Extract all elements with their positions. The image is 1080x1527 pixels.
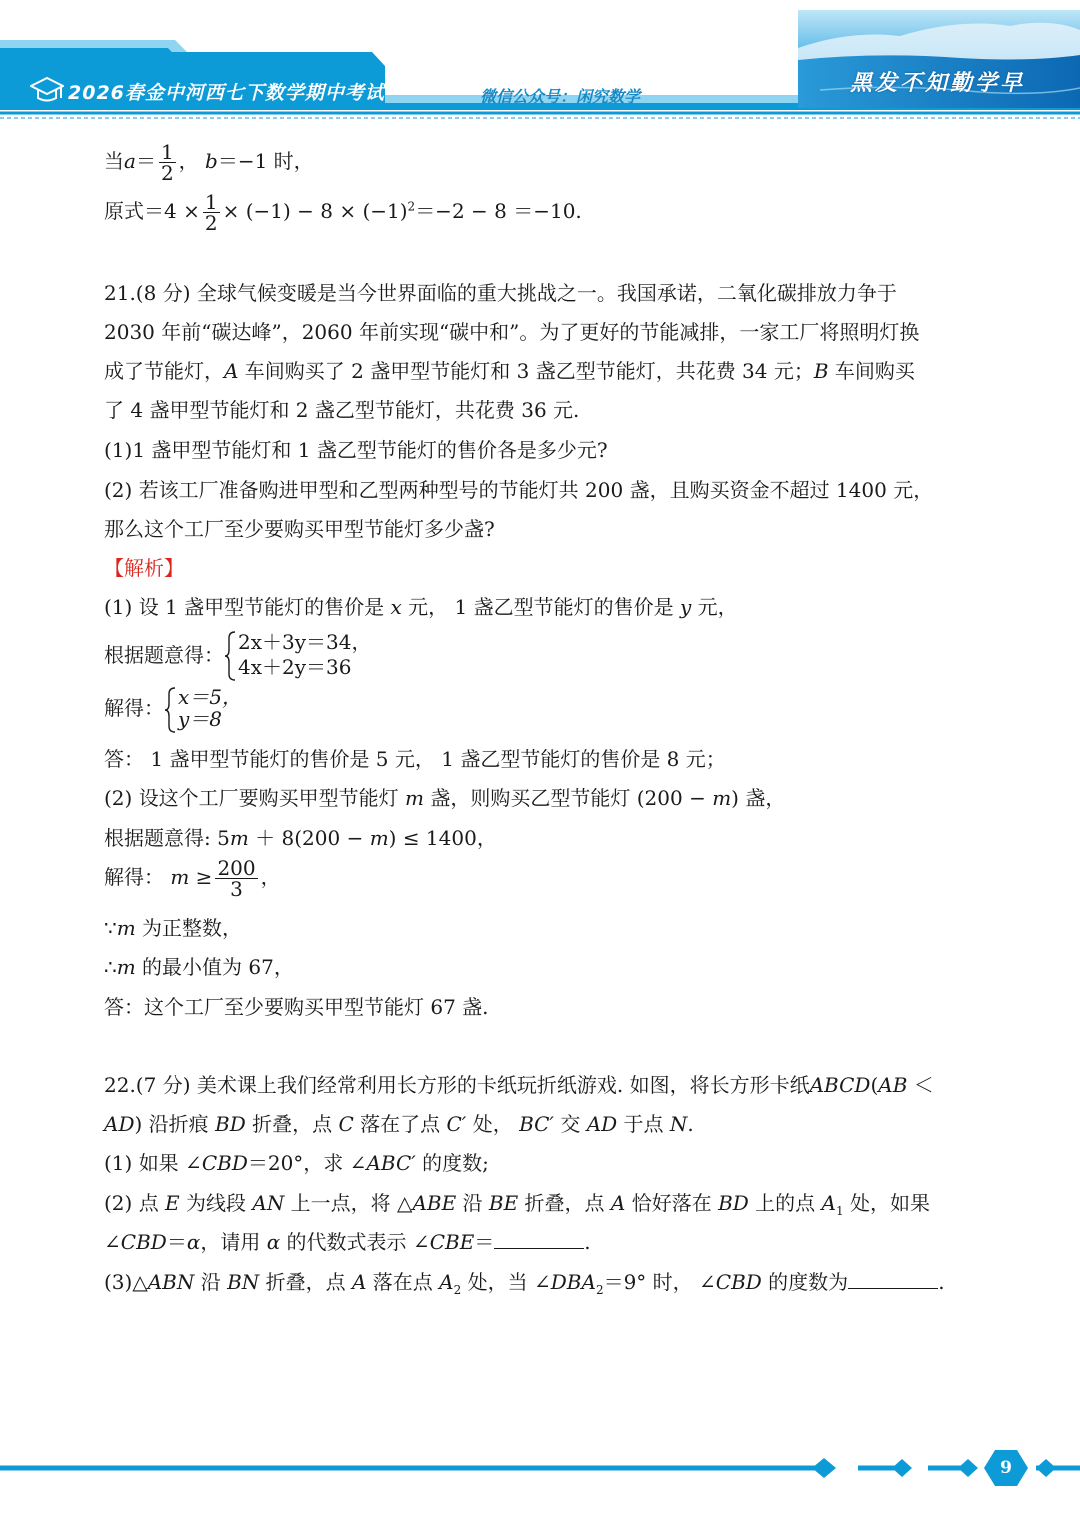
var-m: m — [229, 826, 249, 850]
q21-sol-line-1 — [104, 594, 738, 620]
text: 元， — [691, 595, 738, 619]
exam-title: 2026春金中河西七下数学期中考试 — [68, 82, 385, 104]
page-number: 9 — [1000, 1458, 1012, 1478]
text: (2) 设这个工厂要购买甲型节能灯 — [104, 786, 399, 810]
q21-stem-3 — [104, 358, 915, 384]
var-m: m — [405, 786, 425, 810]
fraction — [215, 858, 257, 899]
numerator: 1 — [204, 190, 218, 214]
var-m: m — [712, 786, 732, 810]
text: ) 沿折痕 — [134, 1112, 209, 1136]
solution-y: y＝8 — [178, 707, 223, 731]
subscript: 2 — [453, 1283, 462, 1297]
text: ＝ — [135, 149, 156, 173]
eval-line-1 — [104, 142, 314, 183]
var: BD — [718, 1191, 749, 1215]
motto: 黑发不知勤学早 — [850, 70, 1026, 96]
text: (1) 如果 ∠ — [104, 1151, 202, 1175]
text: ＋ 8(200 − — [248, 826, 370, 850]
text: 解得： — [104, 696, 164, 720]
q22-stem-2 — [104, 1111, 694, 1137]
text: 折叠，点 — [518, 1191, 605, 1215]
var: ABCD — [809, 1073, 871, 1097]
q22-part-2a — [104, 1190, 930, 1224]
text: 落在点 — [366, 1270, 433, 1294]
text: 为线段 — [179, 1191, 247, 1215]
text: ＜ — [907, 1073, 934, 1097]
text: 处， — [466, 1112, 520, 1136]
q21-stem-1: 21.(8 分) 全球气候变暖是当今世界面临的重大挑战之一。我国承诺，二氧化碳排放力争于 — [104, 281, 897, 305]
answer-blank[interactable] — [494, 1230, 584, 1249]
var-m: m — [116, 916, 136, 940]
text: . — [687, 1112, 694, 1136]
var: C′ — [446, 1112, 467, 1136]
var-y: y — [679, 595, 692, 619]
text: 折叠，点 — [259, 1270, 346, 1294]
text: 根据题意得: 5 — [104, 826, 230, 850]
var: A — [439, 1270, 454, 1294]
text: ＝ — [166, 1230, 187, 1254]
left-brace-icon — [164, 686, 176, 734]
text: (3)△ — [104, 1270, 148, 1294]
because-symbol: ∵ — [104, 916, 117, 940]
q22-part-3 — [104, 1269, 945, 1303]
q22-part-2b — [104, 1229, 591, 1255]
text: . — [938, 1270, 945, 1294]
q21-inequality-solution — [104, 858, 281, 899]
system-of-equations — [224, 630, 371, 680]
var: CBD — [715, 1270, 762, 1294]
text: 成了节能灯， — [104, 359, 224, 383]
text: 原式＝4 × — [104, 199, 200, 223]
var: CBD — [201, 1151, 248, 1175]
var: CBE — [429, 1230, 475, 1254]
text: ( — [870, 1073, 879, 1097]
equation-2: 4x＋2y＝36 — [238, 655, 352, 679]
q21-part-2b: 那么这个工厂至少要购买甲型节能灯多少盏? — [104, 517, 495, 541]
footer-decoration — [0, 1430, 1080, 1510]
exponent: 2 — [407, 199, 416, 214]
var: N — [669, 1112, 688, 1136]
q21-inequality — [104, 825, 497, 851]
graduation-cap-icon — [30, 76, 64, 104]
text: ，请用 — [200, 1230, 261, 1254]
var: B — [813, 359, 829, 383]
left-brace-icon — [224, 630, 236, 682]
q21-equation-system — [104, 630, 371, 680]
page-header — [0, 0, 1080, 125]
q21-answer-2: 答：这个工厂至少要购买甲型节能灯 67 盏. — [104, 995, 489, 1019]
var: AD — [586, 1112, 618, 1136]
text: ＝−2 − 8 ＝−10. — [415, 199, 582, 223]
text: 为正整数， — [135, 916, 243, 940]
text: 元， 1 盏乙型节能灯的售价是 — [401, 595, 674, 619]
q22-stem-1 — [104, 1072, 934, 1098]
solution-x: x＝5， — [178, 685, 243, 709]
var: α — [186, 1230, 201, 1254]
text: (1) 设 1 盏甲型节能灯的售价是 — [104, 595, 385, 619]
text: 处，如果 — [843, 1191, 930, 1215]
text: × (−1) − 8 × (−1) — [222, 199, 408, 223]
fraction — [203, 192, 220, 233]
text: 的度数为 — [761, 1270, 849, 1294]
therefore-symbol: ∴ — [104, 955, 117, 979]
var: BE — [488, 1191, 519, 1215]
q21-part-1: (1)1 盏甲型节能灯和 1 盏乙型节能灯的售价各是多少元? — [104, 438, 608, 462]
text: 解得： — [104, 865, 164, 889]
var: AD — [104, 1112, 135, 1136]
q21-solution-system — [104, 686, 242, 730]
denominator: 2 — [160, 161, 174, 185]
var: A — [352, 1270, 367, 1294]
text: ≥ — [189, 865, 213, 889]
denominator: 3 — [230, 877, 243, 901]
text: ∠ — [104, 1230, 121, 1254]
var-x: x — [390, 595, 402, 619]
var: BD — [215, 1112, 246, 1136]
text: 沿 — [456, 1191, 483, 1215]
eval-line-2 — [104, 192, 582, 233]
text: ＝9° 时， ∠ — [603, 1270, 716, 1294]
q21-stem-4: 了 4 盏甲型节能灯和 2 盏乙型节能灯，共花费 36 元. — [104, 398, 580, 422]
text: 折叠，点 — [245, 1112, 333, 1136]
text: 盏，则购买乙型节能灯 (200 − — [424, 786, 713, 810]
text: 交 — [553, 1112, 581, 1136]
text: 上一点，将 △ — [284, 1191, 413, 1215]
denominator: 2 — [204, 211, 218, 235]
var: A — [224, 359, 239, 383]
text: 根据题意得： — [104, 643, 224, 667]
text: ) ≤ 1400， — [388, 826, 497, 850]
numerator: 1 — [160, 140, 174, 164]
var: ABN — [147, 1270, 195, 1294]
subscript: 2 — [595, 1283, 604, 1297]
q21-sol-line-2 — [104, 785, 785, 811]
text: ， — [178, 149, 206, 173]
text: 于点 — [617, 1112, 664, 1136]
var: A — [821, 1191, 836, 1215]
var: ABE — [412, 1191, 457, 1215]
text: 车间购买了 2 盏甲型节能灯和 3 盏乙型节能灯，共花费 34 元； — [238, 359, 814, 383]
text: 上的点 — [748, 1191, 816, 1215]
solution-heading: 【解析】 — [104, 556, 184, 580]
q21-part-2a: (2) 若该工厂准备购进甲型和乙型两种型号的节能灯共 200 盏，且购买资金不超过 1400 元， — [104, 478, 934, 502]
text: ， — [260, 865, 281, 889]
text: 车间购买 — [828, 359, 915, 383]
solution-values — [164, 686, 242, 730]
answer-blank[interactable] — [848, 1270, 938, 1289]
text: ＝20°，求 ∠ — [247, 1151, 367, 1175]
var: AB — [878, 1073, 908, 1097]
q21-stem-2: 2030 年前“碳达峰”，2060 年前实现“碳中和”。为了更好的节能减排，一家工厂将照明灯换 — [104, 320, 920, 344]
wechat-account: 微信公众号：闲究数学 — [480, 87, 641, 106]
equation-1: 2x＋3y＝34， — [238, 630, 372, 654]
q21-answer-1: 答： 1 盏甲型节能灯的售价是 5 元， 1 盏乙型节能灯的售价是 8 元； — [104, 747, 726, 771]
text: 沿 — [194, 1270, 221, 1294]
text: ) 盏， — [731, 786, 786, 810]
q21-therefore — [104, 954, 294, 980]
var: A — [610, 1191, 626, 1215]
var: E — [165, 1191, 180, 1215]
text: (2) 点 — [104, 1191, 159, 1215]
q22-part-1 — [104, 1150, 489, 1176]
var: ABC′ — [366, 1151, 416, 1175]
text: 处，当 ∠ — [461, 1270, 551, 1294]
var-a: a — [124, 149, 136, 173]
var: CBD — [120, 1230, 167, 1254]
text: 落在了点 — [353, 1112, 441, 1136]
var-b: b — [205, 149, 218, 173]
text: 22.(7 分) 美术课上我们经常利用长方形的卡纸玩折纸游戏. 如图，将长方形卡纸 — [104, 1073, 810, 1097]
fraction — [159, 142, 176, 183]
var: C — [338, 1112, 354, 1136]
var: AN — [252, 1191, 285, 1215]
q21-because — [104, 915, 242, 941]
text: 的代数式表示 ∠ — [280, 1230, 430, 1254]
var: α — [266, 1230, 281, 1254]
text: ＝ — [474, 1230, 495, 1254]
var: BC′ — [519, 1112, 554, 1136]
var-m: m — [170, 865, 190, 889]
text: ＝−1 时， — [217, 149, 314, 173]
text: . — [584, 1230, 591, 1254]
var: BN — [227, 1270, 260, 1294]
numerator: 200 — [217, 856, 256, 880]
var: DBA — [550, 1270, 596, 1294]
text: 恰好落在 — [625, 1191, 712, 1215]
text: 的度数; — [415, 1151, 489, 1175]
subscript: 1 — [836, 1204, 844, 1218]
text: 的最小值为 67， — [135, 955, 294, 979]
var-m: m — [116, 955, 136, 979]
var-m: m — [369, 826, 389, 850]
text: 当 — [104, 149, 124, 173]
